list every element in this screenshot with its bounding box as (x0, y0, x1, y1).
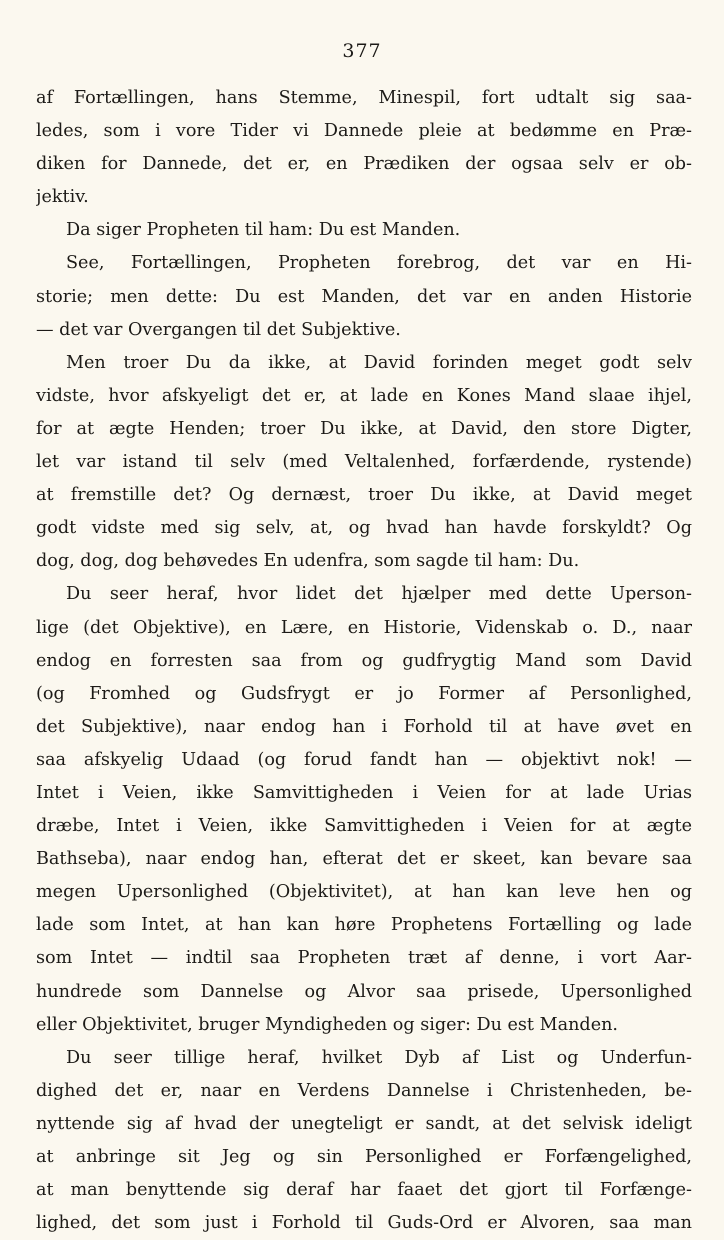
text-line: dog, dog, dog behøvedes En udenfra, som sagde til ham: Du. (36, 551, 580, 572)
text-line: dræbe, Intet i Veien, ikke Samvittigheden i Veien for at ægte (36, 816, 692, 837)
text-line: lige (det Objektive), en Lære, en Historie, Videnskab o. D., naar (36, 617, 692, 638)
text-line: megen Upersonlighed (Objektivitet), at han kan leve hen og (36, 882, 692, 903)
page-number: 377 (342, 40, 382, 62)
text-line: for at ægte Henden; troer Du ikke, at David, den store Digter, (36, 418, 692, 439)
text-line: endog en forresten saa from og gudfrygtig Mand som David (36, 650, 692, 671)
text-line: eller Objektivitet, bruger Myndigheden og siger: Du est Manden. (36, 1014, 619, 1035)
text-line: som Intet — indtil saa Propheten træt af denne, i vort Aar- (36, 948, 692, 969)
text-line: Du seer heraf, hvor lidet det hjælper med dette Uperson- (66, 584, 692, 605)
text-line: Bathseba), naar endog han, efterat det er skeet, kan bevare saa (36, 849, 692, 870)
text-line: vidste, hvor afskyeligt det er, at lade en Kones Mand slaae ihjel, (36, 385, 692, 406)
text-line: lade som Intet, at han kan høre Prophetens Fortælling og lade (36, 915, 692, 936)
text-line: let var istand til selv (med Veltalenhed, forfærdende, rystende) (36, 452, 692, 473)
text-line: at fremstille det? Og dernæst, troer Du ikke, at David meget (36, 485, 692, 506)
body-text (36, 82, 692, 1240)
text-line: dighed det er, naar en Verdens Dannelse i Christenheden, be- (36, 1080, 692, 1101)
text-line: diken for Dannede, det er, en Prædiken der ogsaa selv er ob- (36, 154, 692, 175)
text-line: (og Fromhed og Gudsfrygt er jo Former af Personlighed, (36, 683, 692, 704)
text-line: af Fortællingen, hans Stemme, Minespil, fort udtalt sig saa- (36, 88, 692, 108)
text-line: at man benyttende sig deraf har faaet det gjort til Forfænge- (36, 1180, 692, 1201)
text-line: See, Fortællingen, Propheten forebrog, det var en Hi- (66, 253, 692, 274)
text-line: ledes, som i vore Tider vi Dannede pleie at bedømme en Præ- (36, 121, 692, 142)
text-line: Du seer tillige heraf, hvilket Dyb af List og Underfun- (66, 1047, 692, 1068)
text-line: saa afskyelig Udaad (og forud fandt han — objektivt nok! — (36, 749, 692, 770)
text-line: storie; men dette: Du est Manden, det var en anden Historie (36, 286, 692, 307)
text-line: det Subjektive), naar endog han i Forhold til at have øvet en (36, 716, 692, 737)
text-line: lighed, det som just i Forhold til Guds-Ord er Alvoren, saa man (36, 1213, 692, 1234)
text-line: — det var Overgangen til det Subjektive. (36, 319, 401, 340)
text-line: jektiv. (36, 187, 89, 208)
text-line: godt vidste med sig selv, at, og hvad han havde forskyldt? Og (36, 518, 692, 539)
text-line: Intet i Veien, ikke Samvittigheden i Veien for at lade Urias (36, 782, 692, 803)
text-line: Men troer Du da ikke, at David forinden meget godt selv (66, 352, 692, 373)
text-line: nyttende sig af hvad der unegteligt er sandt, at det selvisk ideligt (36, 1113, 692, 1134)
text-line: at anbringe sit Jeg og sin Personlighed er Forfængelighed, (36, 1147, 692, 1167)
text-line: Da siger Propheten til ham: Du est Manden. (66, 220, 461, 241)
text-line: hundrede som Dannelse og Alvor saa prisede, Upersonlighed (36, 981, 692, 1002)
